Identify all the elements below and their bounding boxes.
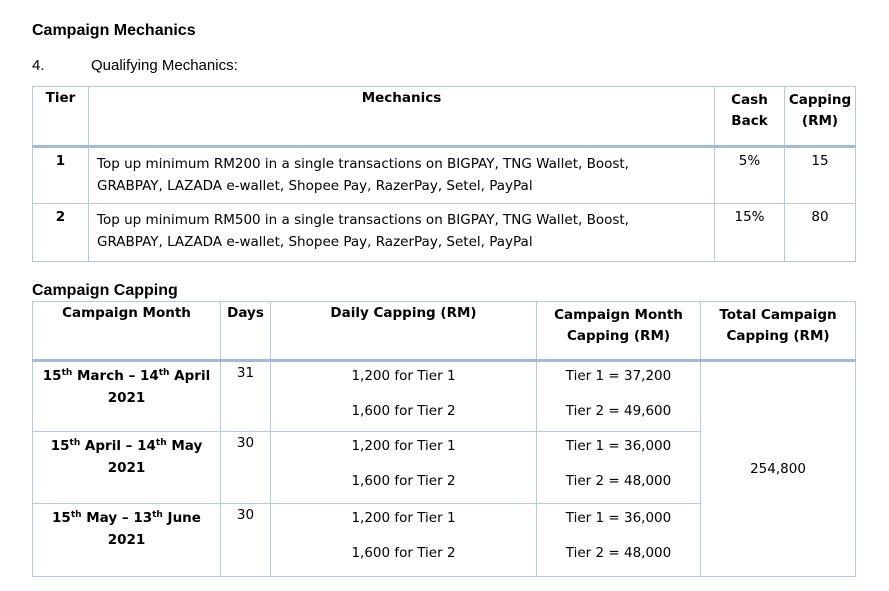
cash-back-cell: 15% bbox=[715, 204, 785, 262]
mechanics-line: GRABPAY, LAZADA e-wallet, Shopee Pay, RazerPay, Setel, PayPal bbox=[97, 234, 533, 250]
mechanics-cell bbox=[89, 147, 715, 204]
month-year: 2021 bbox=[107, 532, 146, 548]
header-line: Capping (RM) bbox=[726, 328, 830, 344]
campaign-month-cell bbox=[33, 361, 221, 432]
campaign-month-cell bbox=[33, 504, 221, 577]
table-row bbox=[33, 361, 856, 432]
cm-line: Tier 1 = 36,000 bbox=[565, 438, 672, 454]
days-cell: 30 bbox=[221, 504, 271, 577]
tier-cell: 2 bbox=[33, 204, 89, 262]
days-cell: 30 bbox=[221, 432, 271, 504]
capping-cell: 15 bbox=[785, 147, 856, 204]
cm-line: Tier 1 = 37,200 bbox=[565, 368, 672, 384]
header-capping-line1: Capping bbox=[788, 92, 852, 108]
campaign-month-capping-cell bbox=[537, 361, 701, 432]
daily-line: 1,600 for Tier 2 bbox=[351, 545, 456, 561]
tier-cell: 1 bbox=[33, 147, 89, 204]
campaign-month-capping-cell bbox=[537, 504, 701, 577]
header-daily-capping: Daily Capping (RM) bbox=[271, 302, 537, 361]
mechanics-line: GRABPAY, LAZADA e-wallet, Shopee Pay, RazerPay, Setel, PayPal bbox=[97, 178, 533, 194]
capping-table bbox=[32, 301, 856, 577]
capping-cell: 80 bbox=[785, 204, 856, 262]
header-mechanics: Mechanics bbox=[89, 87, 715, 147]
table-row bbox=[33, 147, 856, 204]
daily-line: 1,200 for Tier 1 bbox=[351, 510, 456, 526]
cm-line: Tier 2 = 48,000 bbox=[565, 545, 672, 561]
campaign-month-capping-cell bbox=[537, 432, 701, 504]
mechanics-cell bbox=[89, 204, 715, 262]
daily-line: 1,200 for Tier 1 bbox=[351, 368, 456, 384]
campaign-month-cell bbox=[33, 432, 221, 504]
header-cash-back-line1: Cash bbox=[731, 92, 768, 108]
header-cash-back-line2: Back bbox=[731, 113, 768, 129]
daily-capping-cell bbox=[271, 361, 537, 432]
header-campaign-month-capping bbox=[537, 302, 701, 361]
header-line: Campaign Month bbox=[554, 307, 683, 323]
cm-line: Tier 1 = 36,000 bbox=[565, 510, 672, 526]
section-title: Campaign Mechanics bbox=[32, 22, 196, 39]
daily-capping-cell bbox=[271, 504, 537, 577]
header-capping bbox=[785, 87, 856, 147]
mechanics-table bbox=[32, 86, 856, 262]
daily-capping-cell bbox=[271, 432, 537, 504]
month-range: 15th March – 14th April bbox=[42, 368, 211, 384]
item-title: Qualifying Mechanics: bbox=[91, 57, 238, 74]
daily-line: 1,600 for Tier 2 bbox=[351, 403, 456, 419]
header-line: Capping (RM) bbox=[566, 328, 671, 344]
month-year: 2021 bbox=[107, 390, 146, 406]
month-year: 2021 bbox=[107, 460, 146, 476]
item-number: 4. bbox=[32, 57, 45, 74]
header-days: Days bbox=[221, 302, 271, 361]
capping-header-row bbox=[33, 302, 856, 361]
header-line: Total Campaign bbox=[719, 307, 837, 323]
header-tier: Tier bbox=[33, 87, 89, 147]
cash-back-cell: 5% bbox=[715, 147, 785, 204]
daily-line: 1,200 for Tier 1 bbox=[351, 438, 456, 454]
total-capping-cell: 254,800 bbox=[701, 361, 856, 577]
header-total-capping bbox=[701, 302, 856, 361]
capping-title: Campaign Capping bbox=[32, 282, 178, 299]
header-campaign-month: Campaign Month bbox=[33, 302, 221, 361]
table-row bbox=[33, 204, 856, 262]
daily-line: 1,600 for Tier 2 bbox=[351, 473, 456, 489]
month-range: 15th April – 14th May bbox=[50, 438, 203, 454]
mechanics-line: Top up minimum RM200 in a single transactions on BIGPAY, TNG Wallet, Boost, bbox=[97, 156, 629, 172]
header-cash-back bbox=[715, 87, 785, 147]
header-capping-line2: (RM) bbox=[801, 113, 839, 129]
cm-line: Tier 2 = 49,600 bbox=[565, 403, 672, 419]
days-cell: 31 bbox=[221, 361, 271, 432]
month-range: 15th May – 13th June bbox=[52, 510, 201, 526]
cm-line: Tier 2 = 48,000 bbox=[565, 473, 672, 489]
mechanics-header-row bbox=[33, 87, 856, 147]
mechanics-line: Top up minimum RM500 in a single transactions on BIGPAY, TNG Wallet, Boost, bbox=[97, 212, 629, 228]
